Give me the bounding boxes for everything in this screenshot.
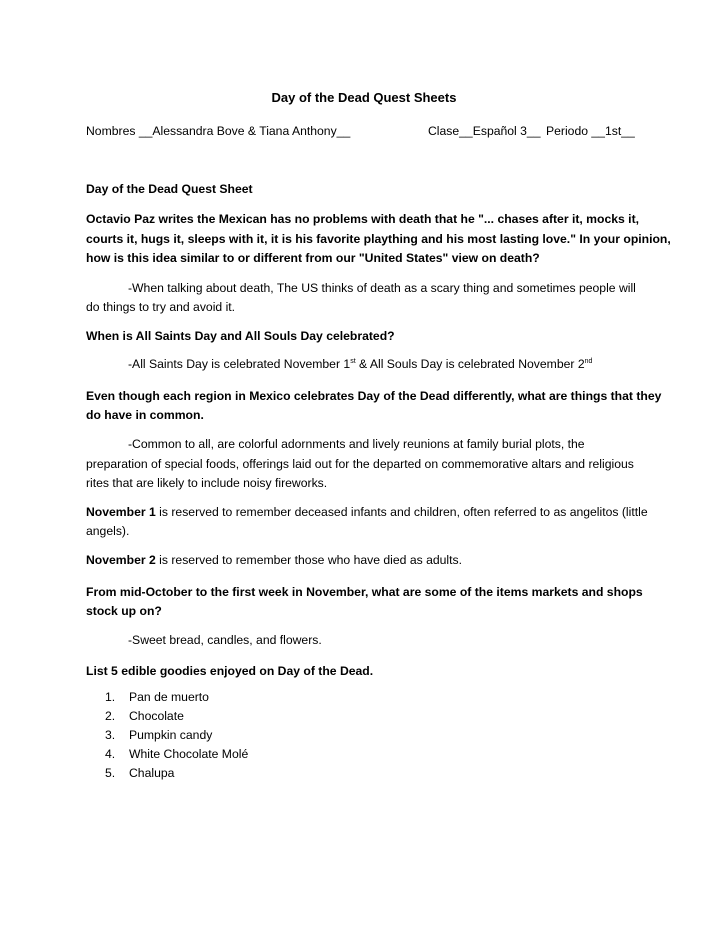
list-item bbox=[0, 709, 728, 727]
answer-4: -Sweet bread, candles, and flowers. bbox=[128, 633, 322, 647]
list-item-text: Chocolate bbox=[129, 709, 184, 723]
section-heading: Day of the Dead Quest Sheet bbox=[86, 182, 253, 196]
question-2: When is All Saints Day and All Souls Day celebrated? bbox=[86, 329, 395, 343]
list-item-text: Chalupa bbox=[129, 766, 175, 780]
period-field: Periodo __1st__ bbox=[546, 124, 635, 138]
question-3-line-1: Even though each region in Mexico celebrates Day of the Dead differently, what are things that they bbox=[86, 389, 662, 403]
question-4-line-1: From mid-October to the first week in November, what are some of the items markets and shops bbox=[86, 585, 643, 599]
list-item-number: 5. bbox=[105, 766, 116, 780]
answer-2-sup-2: nd bbox=[584, 357, 593, 365]
page-title: Day of the Dead Quest Sheets bbox=[271, 90, 457, 105]
november-2-label: November 2 bbox=[86, 553, 156, 567]
answer-3-line-1: -Common to all, are colorful adornments and lively reunions at family burial plots, the bbox=[128, 437, 585, 451]
answer-2-part-1: -All Saints Day is celebrated November 1 bbox=[128, 357, 351, 371]
answer-1-line-1: -When talking about death, The US thinks of death as a scary thing and sometimes people will bbox=[128, 281, 636, 295]
class-field: Clase__Español 3__ bbox=[428, 124, 541, 138]
list-item bbox=[0, 728, 728, 746]
list-item-number: 4. bbox=[105, 747, 116, 761]
answer-3-line-2: preparation of special foods, offerings laid out for the departed on commemorative altars and religious bbox=[86, 457, 634, 471]
names-field: Nombres __Alessandra Bove & Tiana Anthony__ bbox=[86, 124, 351, 138]
november-1-rest: is reserved to remember deceased infants and children, often referred to as angelitos (little bbox=[155, 505, 648, 519]
question-5: List 5 edible goodies enjoyed on Day of the Dead. bbox=[86, 664, 374, 678]
answer-2-sup-1: st bbox=[350, 357, 356, 365]
list-item-number: 3. bbox=[105, 728, 116, 742]
question-1-line-1: Octavio Paz writes the Mexican has no problems with death that he "... chases after it, mocks it, bbox=[86, 212, 640, 226]
list-item-text: Pan de muerto bbox=[129, 690, 209, 704]
goodies-list bbox=[0, 690, 728, 790]
question-3-line-2: do have in common. bbox=[86, 408, 204, 422]
question-1-line-2: courts it, hugs it, sleeps with it, it is his favorite plaything and his most lasting love." In your opinion, bbox=[86, 232, 671, 246]
list-item-text: White Chocolate Molé bbox=[129, 747, 249, 761]
november-2-text bbox=[86, 550, 462, 570]
list-item-number: 2. bbox=[105, 709, 116, 723]
list-item bbox=[0, 766, 728, 784]
november-1-text bbox=[86, 502, 648, 522]
question-4-line-2: stock up on? bbox=[86, 604, 162, 618]
answer-3-line-3: rites that are likely to include noisy fireworks. bbox=[86, 476, 328, 490]
list-item bbox=[0, 747, 728, 765]
answer-1-line-2: do things to try and avoid it. bbox=[86, 300, 236, 314]
list-item bbox=[0, 690, 728, 708]
november-1-label: November 1 bbox=[86, 505, 156, 519]
november-1-line-2: angels). bbox=[86, 524, 130, 538]
answer-2 bbox=[128, 354, 592, 374]
november-2-rest: is reserved to remember those who have died as adults. bbox=[155, 553, 462, 567]
answer-2-part-2: & All Souls Day is celebrated November 2 bbox=[355, 357, 585, 371]
question-1-line-3: how is this idea similar to or different from our "United States" view on death? bbox=[86, 251, 540, 265]
list-item-number: 1. bbox=[105, 690, 116, 704]
list-item-text: Pumpkin candy bbox=[129, 728, 213, 742]
